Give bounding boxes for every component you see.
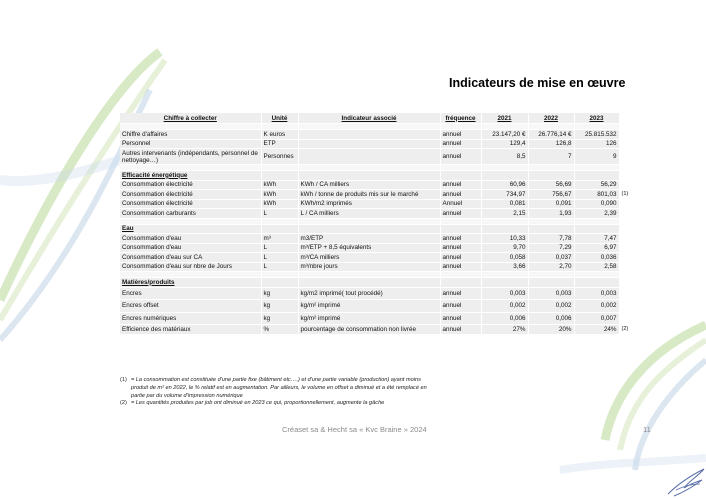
table-cell: annuel (440, 312, 481, 325)
table-cell: 0,036 (574, 253, 619, 263)
table-cell: pourcentage de consommation non livrée (298, 325, 440, 335)
indicators-table (120, 113, 633, 335)
table-row (120, 312, 632, 325)
table-cell: m3/ETP (298, 234, 440, 244)
table-row (120, 300, 632, 313)
table-cell: annuel (440, 243, 481, 253)
table-cell: 0,058 (481, 253, 528, 263)
table-cell: 7 (528, 149, 574, 165)
table-cell: 0,003 (574, 287, 619, 300)
footer-text: Créaset sa & Hecht sa « Kvc Braine » 2024 (282, 425, 427, 434)
blank-cell (574, 171, 619, 181)
table-cell: kg/m² imprimé (298, 300, 440, 313)
blank-cell (261, 171, 298, 181)
table-cell: Consommation d'eau sur nbre de Jours (120, 262, 261, 272)
column-header: fréquence (440, 113, 481, 124)
table-cell: Autres intervenants (indépendants, personnel de nettoyage…) (120, 149, 261, 165)
table-cell: annuel (440, 130, 481, 140)
table-cell: 126 (574, 139, 619, 149)
table-cell: 56,69 (528, 180, 574, 190)
table-cell: annuel (440, 234, 481, 244)
table-cell: annuel (440, 287, 481, 300)
table-cell: L (261, 243, 298, 253)
table-cell: 0,081 (481, 199, 528, 209)
table-cell: Consommation électricité (120, 180, 261, 190)
footnote-line: = La consommation est constituée d'une partie fixe (bâtiment etc….) et d'une partie variable (production) ayant moins (131, 377, 421, 383)
table-cell: kg (261, 300, 298, 313)
table-cell: annuel (440, 209, 481, 219)
table-cell: kWh (261, 199, 298, 209)
table-cell: 801,03 (574, 190, 619, 200)
table-cell (298, 130, 440, 140)
blank-cell (261, 278, 298, 288)
table-cell (298, 149, 440, 165)
footnote-key: (1) (120, 377, 127, 383)
table-cell: 23.147,20 € (481, 130, 528, 140)
column-header: Chiffre à collecter (120, 113, 261, 124)
blank-cell (528, 278, 574, 288)
table-cell: 2,15 (481, 209, 528, 219)
table-cell: 6,97 (574, 243, 619, 253)
section-header-row (120, 224, 632, 234)
blank-cell (574, 224, 619, 234)
table-cell: annuel (440, 262, 481, 272)
table-cell: 60,96 (481, 180, 528, 190)
table-cell: Encres numériques (120, 312, 261, 325)
table-cell: kWh (261, 190, 298, 200)
table-cell: kWh (261, 180, 298, 190)
footnote-text (131, 377, 427, 400)
footnote-ref (619, 312, 632, 325)
table-cell: 0,007 (574, 312, 619, 325)
table-cell: 3,66 (481, 262, 528, 272)
blank-cell (481, 171, 528, 181)
table-header-row (120, 113, 632, 124)
table-cell: 2,39 (574, 209, 619, 219)
footnote-ref (619, 287, 632, 300)
table-cell: Consommation d'eau (120, 234, 261, 244)
table-cell: L (261, 209, 298, 219)
blank-cell (481, 224, 528, 234)
blank-cell (298, 224, 440, 234)
table-cell: 7,29 (528, 243, 574, 253)
table-cell: 0,003 (528, 287, 574, 300)
page-number: 11 (643, 425, 651, 434)
table-cell: 0,006 (528, 312, 574, 325)
signature-scribble (664, 466, 706, 498)
table-cell: annuel (440, 253, 481, 263)
table-cell: Encres (120, 287, 261, 300)
table-cell: 0,091 (528, 199, 574, 209)
table-cell: K euros (261, 130, 298, 140)
table-cell: 0,003 (481, 287, 528, 300)
table-cell: L (261, 262, 298, 272)
table-cell: kg (261, 312, 298, 325)
table-cell: m³ (261, 234, 298, 244)
footnote (120, 377, 460, 400)
column-header: 2022 (528, 113, 574, 124)
blank-cell (528, 224, 574, 234)
table-row (120, 253, 632, 263)
table-cell: KWh/m2 imprimés (298, 199, 440, 209)
table-cell: 7,78 (528, 234, 574, 244)
table-cell: 2,70 (528, 262, 574, 272)
table-cell: kg/m2 imprimé( tout procédé) (298, 287, 440, 300)
table-cell: L (261, 253, 298, 263)
note-column-header (619, 113, 632, 124)
table-cell: annuel (440, 300, 481, 313)
table-cell: L / CA milliers (298, 209, 440, 219)
blank-cell (261, 224, 298, 234)
table-cell: Consommation d'eau (120, 243, 261, 253)
table-row (120, 209, 632, 219)
footnote-ref (619, 253, 632, 263)
table-cell: kg (261, 287, 298, 300)
table-cell: 0,002 (481, 300, 528, 313)
blank-cell (574, 278, 619, 288)
table-cell: 0,037 (528, 253, 574, 263)
table-cell: kWh / tonne de produits mis sur le marché (298, 190, 440, 200)
footnote-ref (619, 300, 632, 313)
footnote-ref (619, 234, 632, 244)
table-cell: KWh / CA milliers (298, 180, 440, 190)
table-cell: 0,006 (481, 312, 528, 325)
table-row (120, 149, 632, 165)
footnote-ref (619, 130, 632, 140)
table-row (120, 262, 632, 272)
table-cell: Consommation carburants (120, 209, 261, 219)
blank-cell (440, 278, 481, 288)
table-row (120, 130, 632, 140)
table-row (120, 199, 632, 209)
table-cell: Annuel (440, 199, 481, 209)
table-cell: 2,58 (574, 262, 619, 272)
table-cell: Consommation électricité (120, 190, 261, 200)
table-cell: Efficience des matériaux (120, 325, 261, 335)
table-cell: 126,8 (528, 139, 574, 149)
blank-cell (440, 171, 481, 181)
table-cell: 7,47 (574, 234, 619, 244)
table-row (120, 139, 632, 149)
section-label: Eau (120, 224, 261, 234)
table-cell (298, 139, 440, 149)
table-cell: 8,5 (481, 149, 528, 165)
footnote-ref (619, 243, 632, 253)
table-cell: 27% (481, 325, 528, 335)
footnote-line: produit de m² en 2022, le % relatif est en augmentation. Par ailleurs, le volume en offset a diminué et a été remplacé en (131, 384, 427, 391)
blank-cell (481, 278, 528, 288)
footnote-line: = Les quantités produites par job ont diminué en 2023 ce qui, proportionnellement, augmente la gâche (131, 400, 385, 407)
table-cell: annuel (440, 180, 481, 190)
table-cell: Personnes (261, 149, 298, 165)
page-title: Indicateurs de mise en œuvre (449, 76, 626, 90)
footnotes (120, 377, 460, 408)
column-header: Unité (261, 113, 298, 124)
table-cell: 56,29 (574, 180, 619, 190)
table-cell: 9 (574, 149, 619, 165)
blank-cell (528, 171, 574, 181)
blank-cell (619, 278, 632, 288)
table-cell: 0,002 (528, 300, 574, 313)
table-row (120, 234, 632, 244)
table-cell: annuel (440, 325, 481, 335)
table-cell: Personnel (120, 139, 261, 149)
blank-cell (619, 171, 632, 181)
table-cell: kg/m² imprimé (298, 312, 440, 325)
blank-cell (298, 171, 440, 181)
table-row (120, 243, 632, 253)
table-cell: 0,090 (574, 199, 619, 209)
section-label: Efficacité énergétique (120, 171, 261, 181)
table-cell: 20% (528, 325, 574, 335)
column-header: 2023 (574, 113, 619, 124)
table-cell: m³/ETP + 8,5 équivalents (298, 243, 440, 253)
table-row (120, 287, 632, 300)
footnote-ref (619, 199, 632, 209)
footnote-ref (619, 180, 632, 190)
table-cell: ETP (261, 139, 298, 149)
table-cell: 24% (574, 325, 619, 335)
table-row (120, 190, 632, 200)
table-cell: Encres offset (120, 300, 261, 313)
table-cell: 756,67 (528, 190, 574, 200)
blank-cell (440, 224, 481, 234)
blank-cell (298, 278, 440, 288)
footnote-key: (2) (120, 400, 127, 407)
column-header: Indicateur associé (298, 113, 440, 124)
table-cell: 1,93 (528, 209, 574, 219)
footnote-ref: (2) (619, 325, 632, 335)
table-body (120, 113, 632, 334)
table-row (120, 325, 632, 335)
footnote-ref (619, 209, 632, 219)
blank-cell (619, 224, 632, 234)
table-cell: annuel (440, 139, 481, 149)
footnote-ref (619, 139, 632, 149)
table-row (120, 180, 632, 190)
table-cell: Consommation d'eau sur CA (120, 253, 261, 263)
section-label: Matières/produits (120, 278, 261, 288)
table-cell: 734,97 (481, 190, 528, 200)
column-header: 2021 (481, 113, 528, 124)
footnote (120, 400, 460, 408)
footnote-text (131, 400, 384, 408)
table-cell: 25.815.532 (574, 130, 619, 140)
table-cell: annuel (440, 149, 481, 165)
section-header-row (120, 278, 632, 288)
table-cell: m³/nbre jours (298, 262, 440, 272)
table-cell: 26.776,14 € (528, 130, 574, 140)
table-cell: 9,70 (481, 243, 528, 253)
table-cell: Chiffre d'affaires (120, 130, 261, 140)
footnote-line: partie par du volume d'impression numérique (131, 392, 243, 399)
table-cell: % (261, 325, 298, 335)
table-cell: 10,33 (481, 234, 528, 244)
footnote-ref: (1) (619, 190, 632, 200)
table-cell: 129,4 (481, 139, 528, 149)
footnote-ref (619, 149, 632, 165)
section-header-row (120, 171, 632, 181)
table-cell: 0,002 (574, 300, 619, 313)
table-cell: Consommation électricité (120, 199, 261, 209)
table-cell: annuel (440, 190, 481, 200)
footnote-ref (619, 262, 632, 272)
table-cell: m³/CA milliers (298, 253, 440, 263)
